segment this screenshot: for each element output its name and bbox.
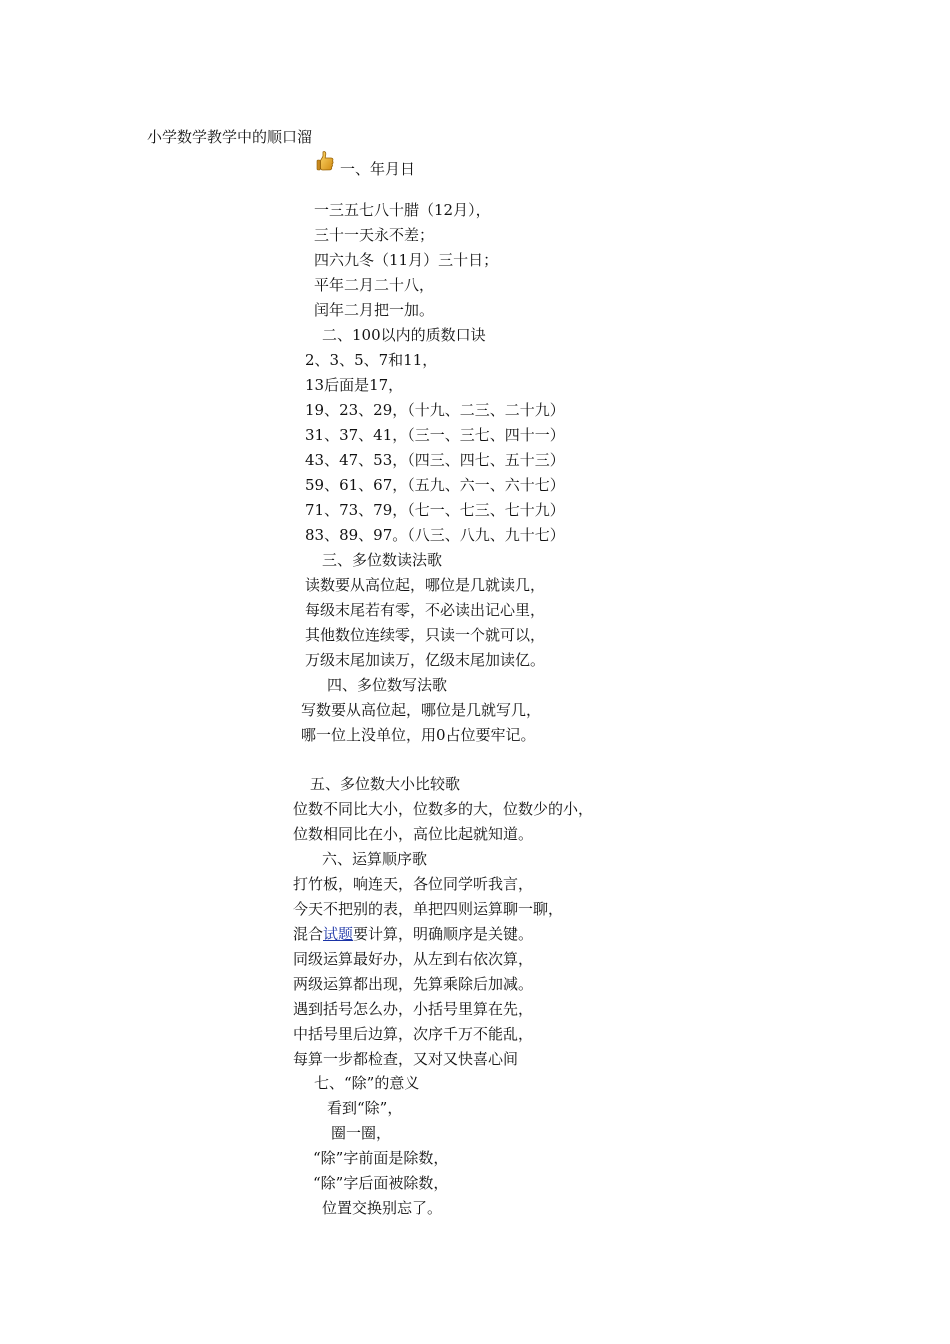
section-heading-2: 二、100以内的质数口诀 (322, 326, 486, 344)
section-2-line: 83、89、97。（八三、八九、九十七） (305, 526, 565, 544)
section-6-link-line (293, 923, 533, 945)
section-6-line: 同级运算最好办，从左到右依次算， (293, 950, 534, 968)
section-6-line: 今天不把别的表，单把四则运算聊一聊， (293, 900, 564, 918)
section-1-line: 平年二月二十八， (314, 276, 435, 294)
section-5-line: 位数相同比在小，高位比起就知道。 (293, 825, 534, 843)
section-1-line: 四六九冬（11月）三十日； (314, 251, 499, 269)
section-6-line: 每算一步都检查，又对又快喜心间 (293, 1050, 519, 1068)
section-5-line: 位数不同比大小，位数多的大，位数少的小， (293, 800, 594, 818)
section-7-line: 圈一圈， (331, 1124, 392, 1142)
section-2-line: 71、73、79，（七一、七三、七十九） (305, 501, 565, 519)
section-7-line: 位置交换别忘了。 (322, 1199, 443, 1217)
section-1-line: 闰年二月把一加。 (314, 301, 435, 319)
section-4-line: 哪一位上没单位，用0占位要牢记。 (301, 726, 536, 744)
section-2-line: 2、3、5、7和11， (305, 351, 438, 369)
section-heading-7: 七、“除”的意义 (314, 1074, 420, 1092)
section-2-line: 43、47、53，（四三、四七、五十三） (305, 451, 565, 469)
section-3-line: 读数要从高位起，哪位是几就读几， (305, 576, 546, 594)
section-3-line: 每级末尾若有零，不必读出记心里， (305, 601, 546, 619)
section-2-line: 13后面是17， (305, 376, 404, 394)
section-heading-4: 四、多位数写法歌 (327, 676, 448, 694)
thumbs-up-icon (316, 150, 334, 176)
section-2-line: 31、37、41，（三一、三七、四十一） (305, 426, 565, 444)
section-heading-1: 一、年月日 (340, 160, 416, 178)
document-title: 小学数学教学中的顺口溜 (147, 128, 313, 146)
section-heading-5: 五、多位数大小比较歌 (310, 775, 461, 793)
section-7-line: “除”字后面被除数， (313, 1174, 449, 1192)
section-7-line: “除”字前面是除数， (313, 1149, 449, 1167)
exam-questions-link[interactable]: 试题 (323, 925, 354, 943)
section-6-line: 中括号里后边算，次序千万不能乱， (293, 1025, 534, 1043)
section-3-line: 万级末尾加读万，亿级末尾加读亿。 (305, 651, 546, 669)
section-2-line: 59、61、67，（五九、六一、六十七） (305, 476, 565, 494)
section-4-line: 写数要从高位起，哪位是几就写几， (301, 701, 542, 719)
section-1-line: 一三五七八十腊（12月）， (314, 201, 491, 219)
section-1-line: 三十一天永不差； (314, 226, 435, 244)
section-heading-6: 六、运算顺序歌 (322, 850, 428, 868)
section-6-line: 两级运算都出现，先算乘除后加减。 (293, 975, 534, 993)
link-line-after: 要计算，明确顺序是关键。 (353, 925, 534, 943)
section-3-line: 其他数位连续零，只读一个就可以， (305, 626, 546, 644)
section-heading-3: 三、多位数读法歌 (322, 551, 443, 569)
section-6-line: 遇到括号怎么办，小括号里算在先， (293, 1000, 534, 1018)
section-6-line: 打竹板，响连天，各位同学听我言， (293, 875, 534, 893)
section-7-line: 看到“除”， (327, 1099, 403, 1117)
section-2-line: 19、23、29，（十九、二三、二十九） (305, 401, 565, 419)
link-line-before: 混合 (293, 925, 324, 943)
